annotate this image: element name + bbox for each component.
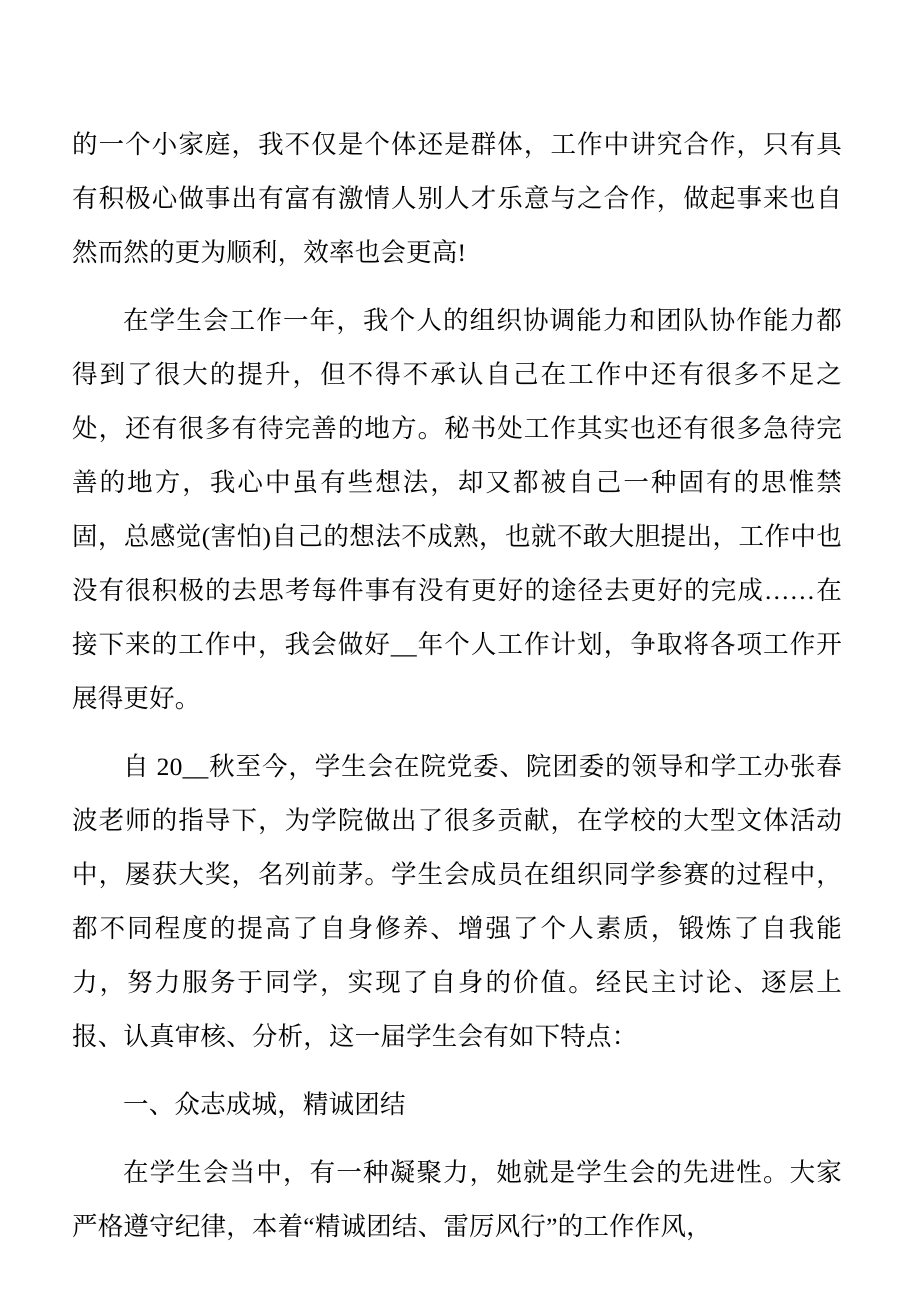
paragraph-3: 自 20__秋至今，学生会在院党委、院团委的领导和学工办张春波老师的指导下，为学院做出了很多贡献，在学校的大型文体活动中，屡获大奖，名列前茅。学生会成员在组织同学参赛的过程中，都不同程度的提高了自身修养、增强了个人素质，锻炼了自我能力，努力服务于同学，实现了自身的价值。经民主讨论、逐层上报、认真审核、分析，这一届学生会有如下特点： <box>72 752 842 1051</box>
paragraph-4: 在学生会当中，有一种凝聚力，她就是学生会的先进性。大家严格遵守纪律，本着“精诚团结、雷厉风行”的工作作风， <box>72 1158 842 1241</box>
paragraph-1: 的一个小家庭，我不仅是个体还是群体，工作中讲究合作，只有具有积极心做事出有富有激情人别人才乐意与之合作，做起事来也自然而然的更为顺利，效率也会更高! <box>72 130 842 267</box>
paragraph-heading-1: 一、众志成城，精诚团结 <box>123 1090 406 1119</box>
paragraph-2: 在学生会工作一年，我个人的组织协调能力和团队协作能力都得到了很大的提升，但不得不承认自己在工作中还有很多不足之处，还有很多有待完善的地方。秘书处工作其实也还有很多急待完善的地方，我心中虽有些想法，却又都被自己一种固有的思惟禁固，总感觉(害怕)自己的想法不成熟，也就不敢大胆提出，工作中也没有很积极的去思考每件事有没有更好的途径去更好的完成……在接下来的工作中，我会做好__年个人工作计划，争取将各项工作开展得更好。 <box>72 306 842 713</box>
document-body <box>72 118 842 1254</box>
